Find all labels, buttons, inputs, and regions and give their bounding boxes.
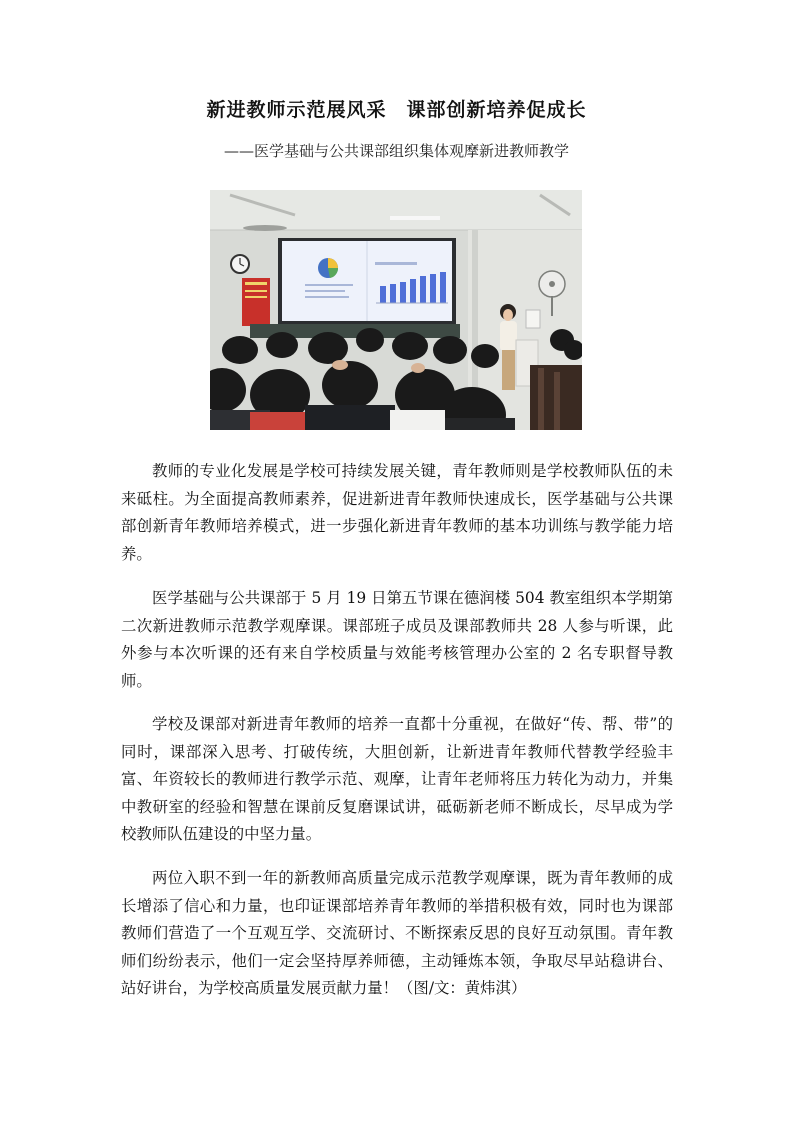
classroom-photo — [210, 190, 582, 430]
paragraph-1: 教师的专业化发展是学校可持续发展关键，青年教师则是学校教师队伍的未来砥柱。为全面提高教师素养，促进新进青年教师快速成长，医学基础与公共课部创新青年教师培养模式，进一步强化新进青年教师的基本功训练与教学能力培养。 — [121, 462, 673, 563]
paragraph-4: 两位入职不到一年的新教师高质量完成示范教学观摩课，既为青年教师的成长增添了信心和力量，也印证课部培养青年教师的举措积极有效，同时也为课部教师们营造了一个互观互学、交流研讨、不断探索反思的良好互动氛围。青年教师们纷纷表示，他们一定会坚持厚养师德，主动锤炼本领，争取尽早站稳讲台、站好讲台，为学校高质量发展贡献力量！（图/文：黄炜淇） — [121, 869, 673, 997]
paragraph-2: 医学基础与公共课部于 5 月 19 日第五节课在德润楼 504 教室组织本学期第二次新进教师示范教学观摩课。课部班子成员及课部教师共 28 人参与听课，此外参与本次听课的还有来自学校质量与效能考核管理办公室的 2 名专职督导教师。 — [121, 589, 673, 690]
paragraph-3: 学校及课部对新进青年教师的培养一直都十分重视，在做好“传、帮、带”的同时，课部深入思考、打破传统，大胆创新，让新进青年教师代替教学经验丰富、年资较长的教师进行教学示范、观摩，让青年老师将压力转化为动力，并集中教研室的经验和智慧在课前反复磨课试讲，砥砺新老师不断成长，尽早成为学校教师队伍建设的中坚力量。 — [121, 715, 673, 843]
article-subtitle: ——医学基础与公共课部组织集体观摩新进教师教学 — [223, 142, 569, 160]
article-title: 新进教师示范展风采 课部创新培养促成长 — [206, 99, 587, 121]
